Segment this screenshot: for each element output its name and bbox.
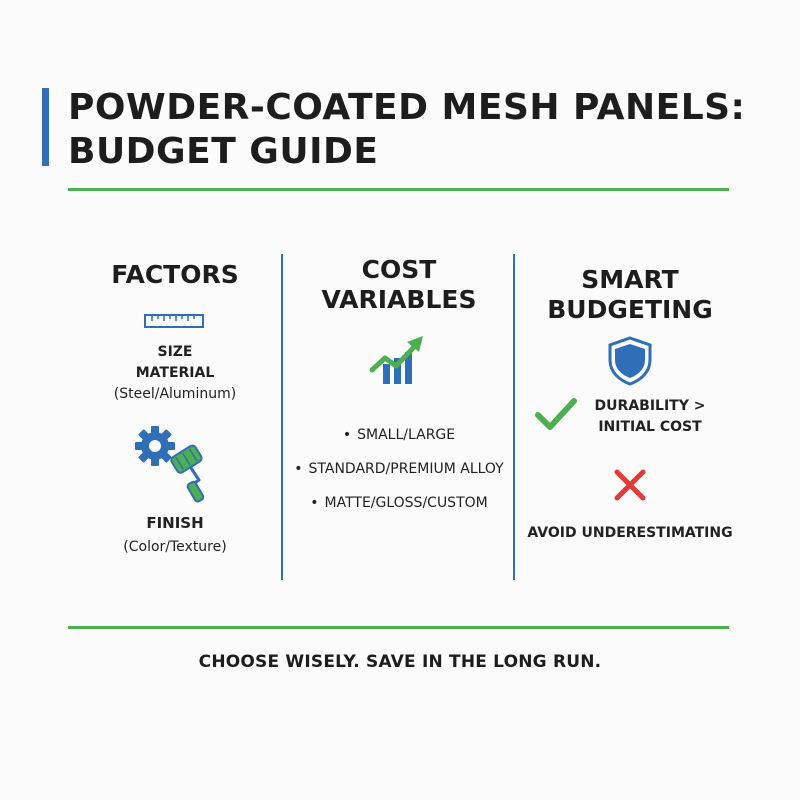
trending-up-chart-icon — [285, 332, 513, 388]
avoid-underestimating-label: AVOID UNDERESTIMATING — [527, 525, 733, 541]
list-item — [285, 425, 513, 459]
material-note: (Steel/Aluminum) — [113, 386, 237, 402]
title-line-2: BUDGET GUIDE — [68, 131, 379, 172]
gear-paint-roller-icon — [95, 422, 255, 504]
footer-tagline: CHOOSE WISELY. SAVE IN THE LONG RUN. — [198, 652, 602, 672]
cost-variables-list — [285, 425, 513, 527]
material-label: MATERIAL — [135, 365, 215, 381]
bullet-icon: • — [294, 461, 303, 477]
ruler-icon — [95, 312, 255, 330]
finish-label: FINISH — [146, 514, 204, 532]
cross-icon — [520, 468, 740, 502]
finish-note: (Color/Texture) — [123, 539, 227, 555]
bullet-icon: • — [310, 495, 319, 511]
factors-heading: FACTORS — [111, 260, 239, 289]
top-divider — [68, 188, 729, 191]
cost-variables-heading — [285, 255, 513, 315]
cost-heading-line-2: VARIABLES — [321, 285, 477, 314]
list-item — [285, 459, 513, 493]
smart-heading-line-2: BUDGETING — [547, 295, 713, 324]
title-line-1: POWDER-COATED MESH PANELS: — [68, 87, 746, 128]
durability-line-2: INITIAL COST — [598, 419, 702, 435]
cost-heading-line-1: COST — [361, 255, 437, 284]
list-item-text: MATTE/GLOSS/CUSTOM — [324, 495, 488, 511]
page-title — [68, 86, 745, 174]
title-accent-bar — [42, 88, 49, 166]
list-item — [285, 493, 513, 527]
smart-heading-line-1: SMART — [581, 265, 679, 294]
column-divider-1 — [281, 254, 283, 580]
bullet-icon: • — [342, 427, 352, 443]
column-divider-2 — [513, 254, 515, 580]
size-label: SIZE — [157, 344, 193, 360]
durability-line-1: DURABILITY > — [594, 398, 706, 414]
list-item-text: STANDARD/PREMIUM ALLOY — [308, 461, 504, 477]
list-item-text: SMALL/LARGE — [357, 427, 456, 443]
smart-budgeting-heading — [520, 265, 740, 325]
bottom-divider — [68, 626, 729, 629]
shield-icon — [520, 336, 740, 386]
checkmark-icon — [534, 395, 578, 433]
